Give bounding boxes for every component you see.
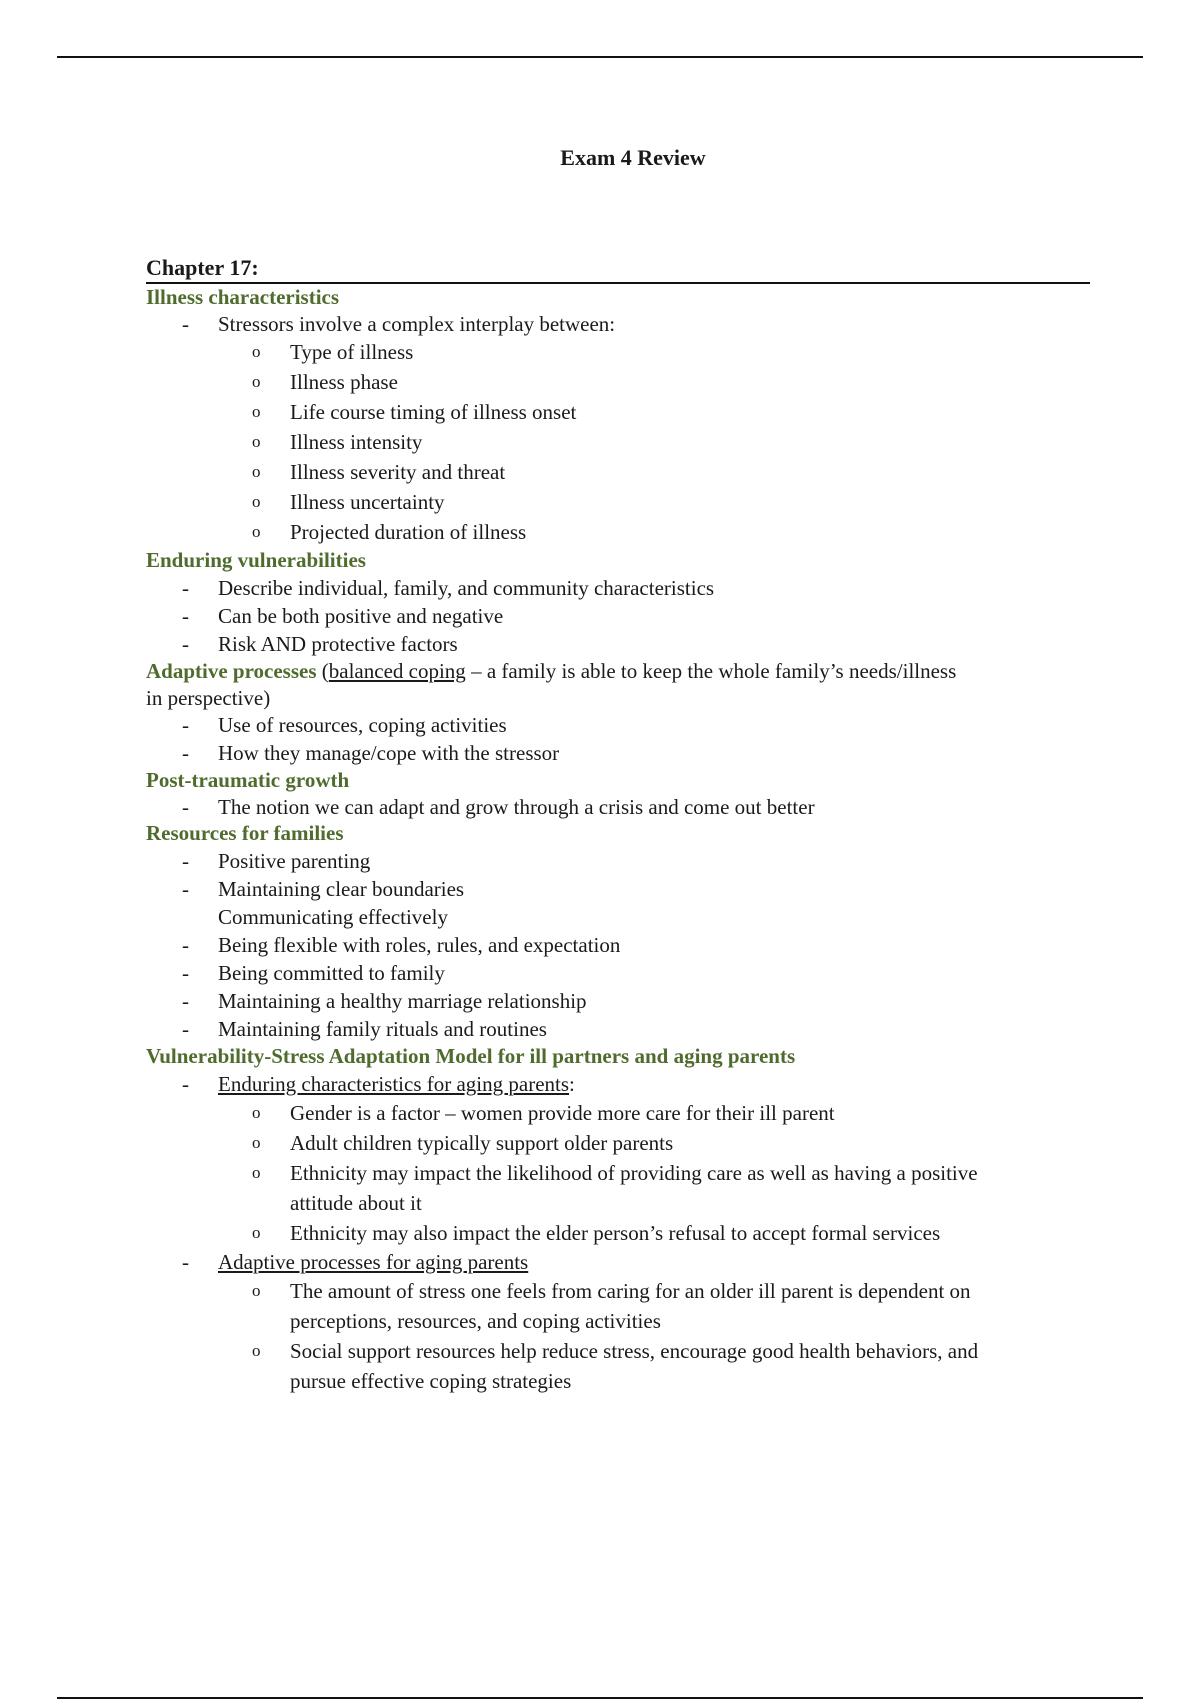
list-item: o Illness intensity bbox=[146, 427, 1090, 457]
list-item: o Projected duration of illness bbox=[146, 517, 1090, 547]
underlined-term: balanced coping bbox=[328, 659, 466, 683]
circle-bullet: o bbox=[252, 1223, 261, 1242]
list-item: - The notion we can adapt and grow through a crisis and come out better bbox=[182, 795, 815, 819]
list-item: o Ethnicity may also impact the elder person’s refusal to accept formal services bbox=[146, 1218, 1090, 1248]
underlined-subheading: Enduring characteristics for aging parents bbox=[218, 1072, 570, 1096]
list-item: - Risk AND protective factors bbox=[182, 632, 458, 656]
dash-bullet: - bbox=[182, 877, 189, 901]
list-item: - Can be both positive and negative bbox=[182, 604, 504, 628]
dash-bullet: - bbox=[182, 1250, 189, 1274]
dash-bullet: - bbox=[182, 632, 189, 656]
dash-bullet: - bbox=[182, 741, 189, 765]
circle-bullet: o bbox=[252, 1103, 261, 1122]
circle-bullet: o bbox=[252, 1133, 261, 1152]
list-item: o Type of illness bbox=[146, 337, 1090, 367]
dash-bullet: - bbox=[182, 933, 189, 957]
chapter-heading: Chapter 17: bbox=[146, 256, 1090, 284]
list-item: - Maintaining family rituals and routines bbox=[182, 1017, 547, 1041]
dash-bullet: - bbox=[182, 576, 189, 600]
list-item: o Illness severity and threat bbox=[146, 457, 1090, 487]
section-heading-resources: Resources for families bbox=[146, 821, 344, 845]
section-heading-ptg: Post-traumatic growth bbox=[146, 768, 350, 792]
list-item: - Use of resources, coping activities bbox=[182, 713, 507, 737]
document-body bbox=[146, 144, 1090, 1396]
list-item: Communicating effectively bbox=[218, 905, 448, 929]
list-item: - Positive parenting bbox=[182, 849, 371, 873]
footer-rule bbox=[57, 1697, 1143, 1699]
circle-bullet: o bbox=[252, 402, 261, 421]
circle-bullet: o bbox=[252, 462, 261, 481]
circle-bullet: o bbox=[252, 342, 261, 361]
circle-bullet: o bbox=[252, 432, 261, 451]
list-item: o Illness phase bbox=[146, 367, 1090, 397]
list-item: o Illness uncertainty bbox=[146, 487, 1090, 517]
section-heading-illness: Illness characteristics bbox=[146, 285, 340, 309]
list-item: o Gender is a factor – women provide more care for their ill parent bbox=[146, 1098, 1090, 1128]
dash-bullet: - bbox=[182, 713, 189, 737]
section-heading-adaptive: Adaptive processes (balanced coping – a family is able to keep the whole family’s needs/illness bbox=[146, 659, 957, 683]
list-item-continuation: attitude about it bbox=[290, 1191, 422, 1215]
dash-bullet: - bbox=[182, 312, 189, 336]
circle-bullet: o bbox=[252, 1341, 261, 1360]
list-item: o The amount of stress one feels from caring for an older ill parent is dependent on bbox=[146, 1276, 1090, 1306]
paragraph-continuation: in perspective) bbox=[146, 686, 271, 710]
dash-bullet: - bbox=[182, 1017, 189, 1041]
document-title: Exam 4 Review bbox=[560, 145, 706, 170]
section-heading-enduring: Enduring vulnerabilities bbox=[146, 548, 366, 572]
list-item: - Maintaining a healthy marriage relationship bbox=[182, 989, 587, 1013]
list-item: o Life course timing of illness onset bbox=[146, 397, 1090, 427]
list-item: o Social support resources help reduce stress, encourage good health behaviors, and bbox=[146, 1336, 1090, 1366]
circle-bullet: o bbox=[252, 372, 261, 391]
dash-bullet: - bbox=[182, 961, 189, 985]
section-heading-vsa: Vulnerability-Stress Adaptation Model for ill partners and aging parents bbox=[146, 1044, 796, 1068]
list-item: - Being flexible with roles, rules, and expectation bbox=[182, 933, 621, 957]
list-item: o Ethnicity may impact the likelihood of providing care as well as having a positive bbox=[146, 1158, 1090, 1188]
underlined-subheading: Adaptive processes for aging parents bbox=[218, 1250, 529, 1274]
circle-bullet: o bbox=[252, 522, 261, 541]
header-rule bbox=[57, 56, 1143, 58]
dash-bullet: - bbox=[182, 604, 189, 628]
circle-bullet: o bbox=[252, 1281, 261, 1300]
list-item: - Describe individual, family, and community characteristics bbox=[182, 576, 715, 600]
list-item: - How they manage/cope with the stressor bbox=[182, 741, 560, 765]
circle-bullet: o bbox=[252, 1163, 261, 1182]
list-item bbox=[146, 1248, 1090, 1276]
dash-bullet: - bbox=[182, 989, 189, 1013]
list-item: - Enduring characteristics for aging parents: bbox=[182, 1072, 575, 1096]
dash-bullet: - bbox=[182, 795, 189, 819]
list-item-continuation: pursue effective coping strategies bbox=[290, 1369, 572, 1393]
dash-bullet: - bbox=[182, 849, 189, 873]
dash-bullet: - bbox=[182, 1072, 189, 1096]
list-item-continuation: perceptions, resources, and coping activities bbox=[290, 1309, 661, 1333]
list-item: - Maintaining clear boundaries bbox=[182, 877, 465, 901]
list-item: - Stressors involve a complex interplay between: bbox=[182, 312, 616, 336]
list-item: o Adult children typically support older parents bbox=[146, 1128, 1090, 1158]
list-item: - Being committed to family bbox=[182, 961, 445, 985]
circle-bullet: o bbox=[252, 492, 261, 511]
